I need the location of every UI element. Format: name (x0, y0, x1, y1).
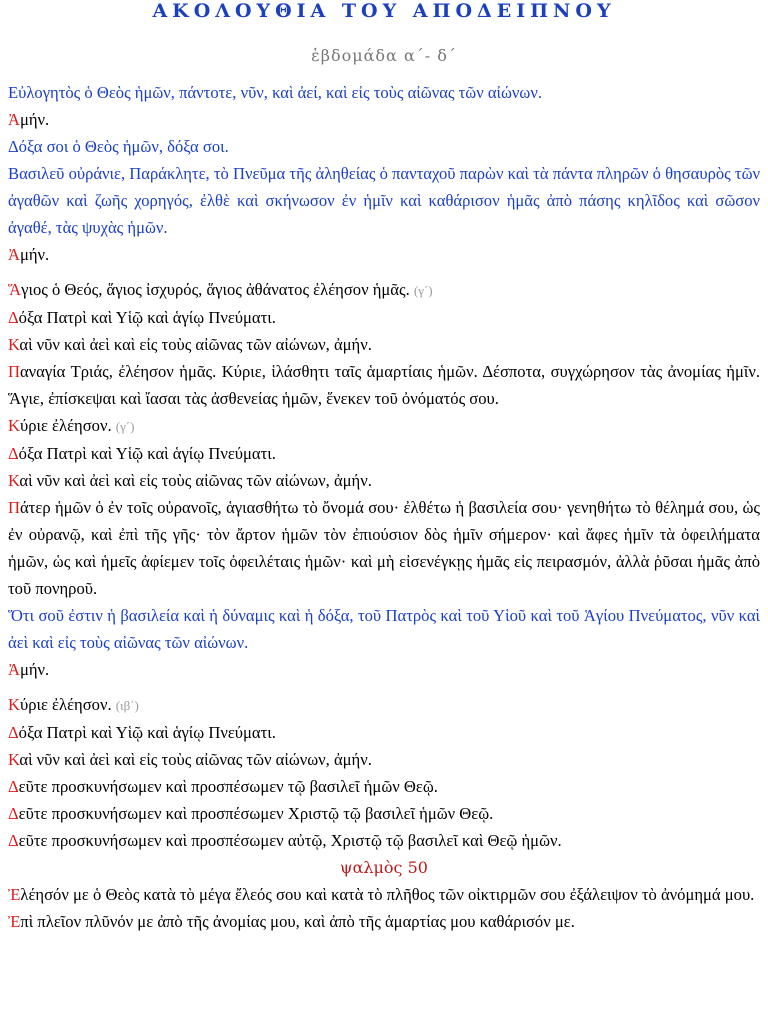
verse-text: άτερ ἡμῶν ὁ ἐν τοῖς οὐρανοῖς, ἁγιασθήτω τὸ ὄνομά σου· ἐλθέτω ἡ βασιλεία σου· γενηθήτω τὸ θέλημά σου, ὡς ἐν οὐρανῷ, καὶ ἐπὶ τῆς γῆς· τὸν ἄρτον ἡμῶν τὸν ἐπιούσιον δὸς ἡμῖν σήμερον· καὶ ἄφες ἡμῖν τὰ ὀφειλήματα ἡμῶν, ὡς καὶ ἡμεῖς ἀφίεμεν τοῖς ὀφειλέταις ἡμῶν· καὶ μὴ εἰσενέγκῃς ἡμᾶς εἰς πειρασμόν, ἀλλὰ ῥῦσαι ἡμᾶς ἀπὸ τοῦ πονηροῦ. (8, 498, 760, 598)
verse-text: ύριε ἐλέησον. (19, 695, 112, 714)
verse-heavenly-king: Βασιλεῦ οὐράνιε, Παράκλητε, τὸ Πνεῦμα τῆς ἀληθείας ὁ πανταχοῦ παρὼν καὶ τὰ πάντα πληρῶν ὁ θησαυρὸς τῶν ἀγαθῶν καὶ ζωῆς χορηγός, ἐλθὲ καὶ σκήνωσον ἐν ἡμῖν καὶ καθάρισον ἡμᾶς ἀπὸ πάσης κηλῖδος καὶ σῶσον ἀγαθέ, τὰς ψυχὰς ἡμῶν. (8, 164, 760, 237)
initial-letter: Ἀ (8, 245, 20, 264)
verse-text: αὶ νῦν καὶ ἀεὶ καὶ εἰς τοὺς αἰῶνας τῶν αἰώνων, ἀμήν. (19, 750, 372, 769)
verse-all-holy-trinity (8, 358, 760, 412)
verse-text: πὶ πλεῖον πλῦνόν με ἀπὸ τῆς ἀνομίας μου, καὶ ἀπὸ τῆς ἁμαρτίας μου καθάρισόν με. (20, 912, 575, 931)
initial-letter: Ἅ (8, 280, 22, 299)
verse-text: μήν. (19, 245, 50, 264)
verse-come-let-us-worship (8, 827, 760, 854)
verse-glory (8, 304, 760, 331)
initial-letter: Δ (8, 308, 19, 327)
verse-lord-have-mercy (8, 691, 760, 719)
initial-letter: Δ (8, 831, 19, 850)
verse-text: μήν. (19, 110, 50, 129)
verse-text: εῦτε προσκυνήσωμεν καὶ προσπέσωμεν τῷ βασιλεῖ ἡμῶν Θεῷ. (18, 777, 438, 796)
verse-come-let-us-worship (8, 800, 760, 827)
initial-letter: Ἀ (8, 660, 20, 679)
verse-text: λέησόν με ὁ Θεὸς κατὰ τὸ μέγα ἔλεός σου καὶ κατὰ τὸ πλῆθος τῶν οἰκτιρμῶν σου ἐξάλειψον τὸ ἀνόμημά μου. (20, 885, 755, 904)
psalm-heading: ψαλμὸς 50 (340, 858, 428, 877)
verse-text: όξα Πατρὶ καὶ Υἱῷ καὶ ἁγίῳ Πνεύματι. (18, 444, 276, 463)
initial-letter: Κ (8, 335, 20, 354)
verse-now-and-ever (8, 331, 760, 358)
initial-letter: Κ (8, 695, 20, 714)
initial-letter: Π (8, 498, 20, 517)
verse-glory (8, 719, 760, 746)
verse-come-let-us-worship (8, 773, 760, 800)
verse-glory-to-thee: Δόξα σοι ὁ Θεὸς ἡμῶν, δόξα σοι. (8, 137, 229, 156)
verse-blessing: Εὐλογητὸς ὁ Θεὸς ἡμῶν, πάντοτε, νῦν, καὶ ἀεί, καὶ εἰς τοὺς αἰῶνας τῶν αἰώνων. (8, 83, 543, 102)
initial-letter: Π (8, 362, 20, 381)
verse-amen (8, 241, 760, 268)
rubric-repeat: (ιβ΄) (115, 698, 139, 713)
verse-text: όξα Πατρὶ καὶ Υἱῷ καὶ ἁγίῳ Πνεύματι. (18, 723, 276, 742)
initial-letter: Ἐ (8, 885, 21, 904)
verse-text: εῦτε προσκυνήσωμεν καὶ προσπέσωμεν αὐτῷ, Χριστῷ τῷ βασιλεῖ καὶ Θεῷ ἡμῶν. (18, 831, 562, 850)
verse-text: αὶ νῦν καὶ ἀεὶ καὶ εἰς τοὺς αἰῶνας τῶν αἰώνων, ἀμήν. (19, 471, 372, 490)
psalm-verse (8, 908, 760, 935)
verse-amen (8, 106, 760, 133)
rubric-repeat: (γ΄) (115, 419, 135, 434)
verse-our-father (8, 494, 760, 602)
initial-letter: Κ (8, 750, 20, 769)
rubric-repeat: (γ΄) (413, 283, 433, 298)
verse-text: όξα Πατρὶ καὶ Υἱῷ καὶ ἁγίῳ Πνεύματι. (18, 308, 276, 327)
initial-letter: Δ (8, 723, 19, 742)
initial-letter: Ἐ (8, 912, 21, 931)
verse-now-and-ever (8, 746, 760, 773)
verse-now-and-ever (8, 467, 760, 494)
initial-letter: Κ (8, 471, 20, 490)
page-title: ΑΚΟΛΟΥΘΙΑ ΤΟΥ ΑΠΟΔΕΙΠΝΟΥ (152, 0, 616, 22)
verse-doxology: Ὅτι σοῦ ἐστιν ἡ βασιλεία καὶ ἡ δύναμις καὶ ἡ δόξα, τοῦ Πατρὸς καὶ τοῦ Υἱοῦ καὶ τοῦ Ἁγίου Πνεύματος, νῦν καὶ ἀεὶ καὶ εἰς τοὺς αἰῶνας τῶν αἰώνων. (8, 606, 760, 652)
page-subtitle: ἑβδομάδα α΄- δ΄ (311, 46, 457, 65)
verse-text: αὶ νῦν καὶ ἀεὶ καὶ εἰς τοὺς αἰῶνας τῶν αἰώνων, ἀμήν. (19, 335, 372, 354)
initial-letter: Δ (8, 444, 19, 463)
initial-letter: Ἀ (8, 110, 20, 129)
psalm-verse (8, 881, 760, 908)
verse-text: γιος ὁ Θεός, ἅγιος ἰσχυρός, ἅγιος ἀθάνατος ἐλέησον ἡμᾶς. (21, 280, 410, 299)
verse-amen (8, 656, 760, 683)
initial-letter: Κ (8, 416, 20, 435)
verse-trisagion (8, 276, 760, 304)
verse-text: ύριε ἐλέησον. (19, 416, 112, 435)
verse-text: μήν. (19, 660, 50, 679)
initial-letter: Δ (8, 777, 19, 796)
initial-letter: Δ (8, 804, 19, 823)
verse-text: αναγία Τριάς, ἐλέησον ἡμᾶς. Κύριε, ἱλάσθητι ταῖς ἁμαρτίαις ἡμῶν. Δέσποτα, συγχώρησον τὰς ἀνομίας ἡμῖν. Ἅγιε, ἐπίσκεψαι καὶ ἴασαι τὰς ἀσθενείας ἡμῶν, ἕνεκεν τοῦ ὀνόματός σου. (8, 362, 760, 408)
verse-text: εῦτε προσκυνήσωμεν καὶ προσπέσωμεν Χριστῷ τῷ βασιλεῖ ἡμῶν Θεῷ. (18, 804, 494, 823)
verse-glory (8, 440, 760, 467)
verse-lord-have-mercy (8, 412, 760, 440)
